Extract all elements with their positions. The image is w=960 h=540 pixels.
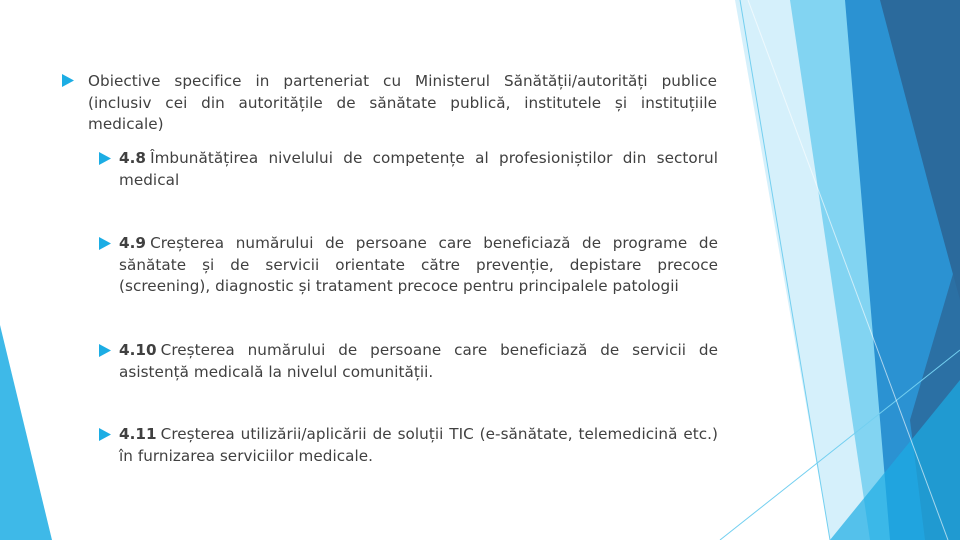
sub-bullet-number: 4.9 [119, 234, 147, 252]
sub-bullet-text: Creșterea numărului de persoane care beneficiază de programe de sănătate și de servicii orientate către prevenție, depistare precoce (screening), diagnostic și tratament precoce pentru principalele patologii [119, 234, 718, 295]
main-bullet-text: Obiective specifice in parteneriat cu Ministerul Sănătății/autorități publice (inclusiv cei din autoritățile de sănătate publică, institutele și instituțiile medicale) [88, 72, 717, 133]
sub-bullet-text: Îmbunătățirea nivelului de competențe al profesioniștilor din sectorul medical [119, 149, 718, 189]
sub-bullet-number: 4.11 [119, 425, 157, 443]
sub-bullet-number: 4.8 [119, 149, 147, 167]
triangle-bullet-icon [99, 237, 113, 251]
left-corner-triangle [0, 325, 52, 540]
triangle-bullet-icon [99, 152, 113, 166]
sub-bullet-item [119, 233, 718, 298]
sub-bullet-item [119, 424, 718, 467]
sub-bullet-text: Creșterea numărului de persoane care beneficiază de servicii de asistență medicală la nivelul comunității. [119, 341, 718, 381]
triangle-bullet-icon [99, 344, 113, 358]
sub-bullet-item [119, 148, 718, 191]
triangle-bullet-icon [99, 428, 113, 442]
sub-bullet-item [119, 340, 718, 383]
triangle-bullet-icon [62, 74, 76, 88]
sub-bullet-number: 4.10 [119, 341, 157, 359]
sub-bullet-text: Creșterea utilizării/aplicării de soluții TIC (e-sănătate, telemedicină etc.) în furnizarea serviciilor medicale. [119, 425, 718, 465]
